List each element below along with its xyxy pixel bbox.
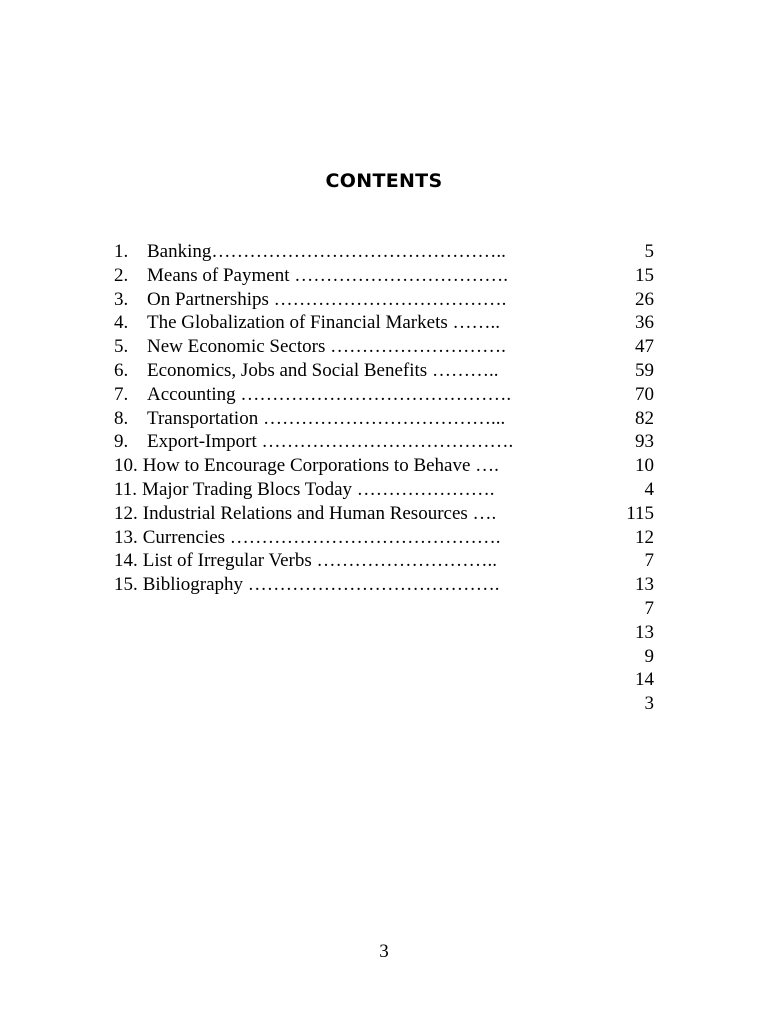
toc-entry-number: 11. bbox=[114, 478, 138, 500]
toc-entry bbox=[114, 240, 574, 264]
toc-entry-number: 14. bbox=[114, 550, 138, 572]
toc-entry-number: 9. bbox=[114, 431, 129, 453]
toc-entry bbox=[114, 264, 574, 288]
toc-entry bbox=[114, 359, 574, 383]
toc-page-number: 4 bbox=[644, 478, 654, 500]
toc-entry bbox=[114, 573, 574, 597]
toc-entry-title: How to Encourage Corporations to Behave …. bbox=[142, 455, 499, 477]
toc-entry-title: The Globalization of Financial Markets …….. bbox=[147, 312, 500, 334]
toc-entry bbox=[114, 430, 574, 454]
toc-page-number: 7 bbox=[644, 597, 654, 619]
footer-page-number: 3 bbox=[379, 941, 389, 962]
toc-entry-number: 2. bbox=[114, 264, 129, 286]
toc-page-number: 26 bbox=[635, 288, 654, 310]
toc-page-number: 5 bbox=[644, 241, 654, 262]
toc-page-number: 14 bbox=[635, 669, 654, 691]
toc-entry bbox=[114, 526, 574, 550]
toc-entry-title: Export-Import …………………………………. bbox=[147, 431, 514, 453]
toc-entry-title: Major Trading Blocs Today …………………. bbox=[142, 478, 495, 500]
toc-entry-number: 10. bbox=[114, 455, 138, 477]
toc-entry-number: 4. bbox=[114, 312, 129, 334]
toc-entry bbox=[114, 502, 574, 526]
toc-entry bbox=[114, 407, 574, 431]
toc-page-number: 9 bbox=[644, 645, 654, 667]
toc-entry bbox=[114, 454, 574, 478]
toc-page-number: 59 bbox=[635, 359, 654, 381]
toc-entry-number: 13. bbox=[114, 526, 138, 548]
table-of-contents bbox=[114, 240, 574, 597]
toc-entry-number: 8. bbox=[114, 407, 129, 429]
toc-entry bbox=[114, 383, 574, 407]
toc-entry-number: 7. bbox=[114, 383, 129, 405]
toc-page-number: 7 bbox=[644, 550, 654, 572]
toc-entry-title: Transportation ………………………………... bbox=[147, 407, 506, 429]
toc-entry-number: 12. bbox=[114, 502, 138, 524]
toc-entry bbox=[114, 288, 574, 312]
toc-entry-title: Banking……………………………………….. bbox=[147, 241, 506, 262]
toc-entry bbox=[114, 311, 574, 335]
toc-entry-title: Currencies ……………………………………. bbox=[142, 526, 501, 548]
toc-page-number: 93 bbox=[635, 431, 654, 453]
toc-entry-title: New Economic Sectors ………………………. bbox=[147, 336, 506, 358]
toc-entry-title: Bibliography …………………………………. bbox=[142, 574, 500, 596]
toc-entry bbox=[114, 335, 574, 359]
toc-page-number: 115 bbox=[626, 502, 654, 524]
toc-entry bbox=[114, 549, 574, 573]
toc-page-number: 13 bbox=[635, 574, 654, 596]
toc-page-number: 47 bbox=[635, 336, 654, 358]
toc-entry-number: 6. bbox=[114, 359, 129, 381]
toc-entry-title: On Partnerships ………………………………. bbox=[147, 288, 507, 310]
toc-entry-title: Means of Payment ……………………………. bbox=[147, 264, 508, 286]
toc-page-number: 15 bbox=[635, 264, 654, 286]
toc-entry-number: 15. bbox=[114, 574, 138, 596]
toc-entry-title: Industrial Relations and Human Resources …. bbox=[142, 502, 497, 524]
toc-page-number-column bbox=[580, 240, 654, 716]
page-title: CONTENTS bbox=[325, 170, 443, 192]
toc-page-number: 36 bbox=[635, 312, 654, 334]
toc-entry-number: 5. bbox=[114, 336, 129, 358]
toc-page-number: 12 bbox=[635, 526, 654, 548]
toc-entry-number: 3. bbox=[114, 288, 129, 310]
toc-entry-number: 1. bbox=[114, 241, 129, 262]
toc-entry-title: Economics, Jobs and Social Benefits ……….. bbox=[147, 359, 499, 381]
toc-page-number: 13 bbox=[635, 621, 654, 643]
toc-page-number: 70 bbox=[635, 383, 654, 405]
toc-entry-title: List of Irregular Verbs ……………………….. bbox=[142, 550, 498, 572]
toc-page-number: 10 bbox=[635, 455, 654, 477]
toc-entry bbox=[114, 478, 574, 502]
toc-entry-title: Accounting ……………………………………. bbox=[147, 383, 512, 405]
toc-page-number: 82 bbox=[635, 407, 654, 429]
toc-page-number: 3 bbox=[644, 693, 654, 715]
